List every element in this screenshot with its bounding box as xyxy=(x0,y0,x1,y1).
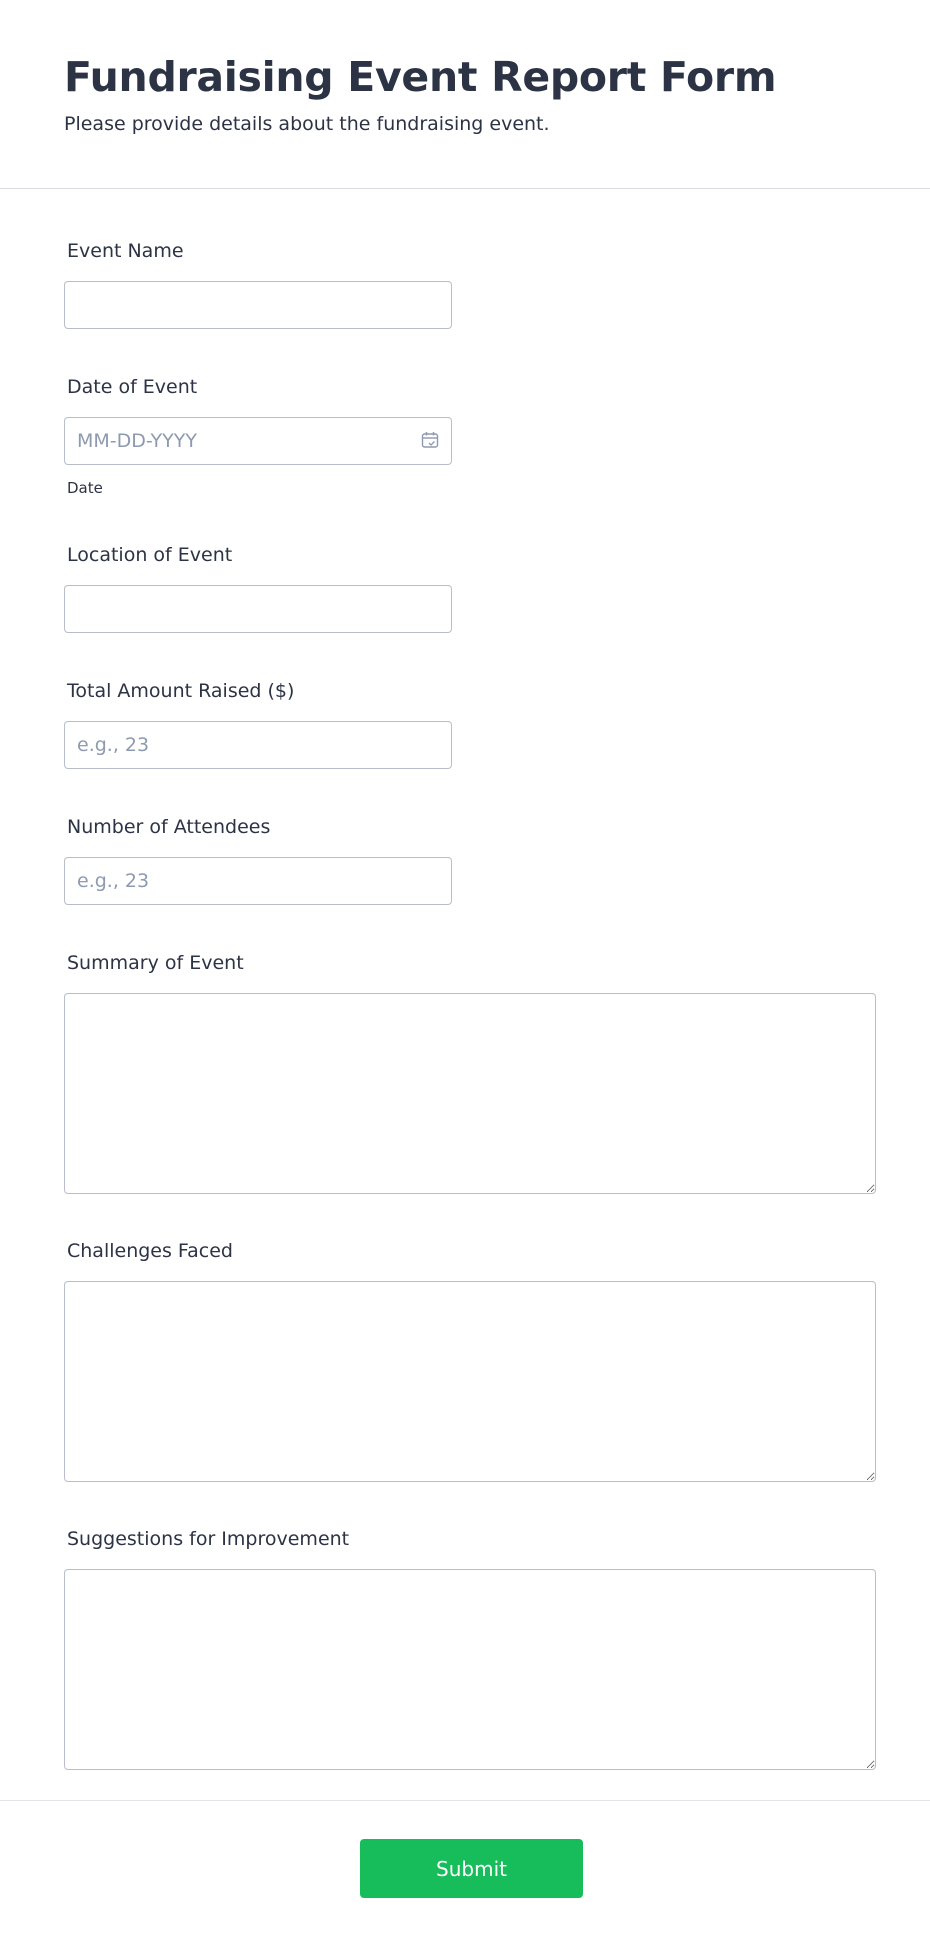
summary-label: Summary of Event xyxy=(67,952,244,974)
total-raised-label: Total Amount Raised ($) xyxy=(67,680,295,702)
challenges-textarea[interactable] xyxy=(64,1281,876,1482)
form-title: Fundraising Event Report Form xyxy=(64,53,777,101)
total-raised-field xyxy=(64,679,294,703)
attendees-input[interactable] xyxy=(64,857,452,905)
total-raised-input[interactable] xyxy=(64,721,452,769)
location-label: Location of Event xyxy=(67,544,233,566)
challenges-label: Challenges Faced xyxy=(67,1240,233,1262)
suggestions-textarea[interactable] xyxy=(64,1569,876,1770)
form-subtitle: Please provide details about the fundraising event. xyxy=(64,113,550,135)
suggestions-field xyxy=(64,1527,349,1551)
date-sublabel: Date xyxy=(67,479,103,497)
summary-textarea[interactable] xyxy=(64,993,876,1194)
form-footer xyxy=(0,1800,930,1948)
form-header xyxy=(0,0,930,189)
attendees-label: Number of Attendees xyxy=(67,816,271,838)
date-of-event-input[interactable] xyxy=(64,417,452,465)
attendees-field xyxy=(64,815,270,839)
location-input[interactable] xyxy=(64,585,452,633)
date-of-event-field xyxy=(64,375,197,399)
calendar-icon[interactable] xyxy=(421,431,439,449)
date-of-event-label: Date of Event xyxy=(67,376,198,398)
location-field xyxy=(64,543,232,567)
event-name-input[interactable] xyxy=(64,281,452,329)
date-input-wrapper xyxy=(64,417,452,465)
challenges-field xyxy=(64,1239,233,1263)
submit-button[interactable]: Submit xyxy=(360,1839,583,1898)
suggestions-label: Suggestions for Improvement xyxy=(67,1528,350,1550)
event-name-label: Event Name xyxy=(67,240,184,262)
summary-field xyxy=(64,951,244,975)
event-name-field xyxy=(64,239,184,263)
